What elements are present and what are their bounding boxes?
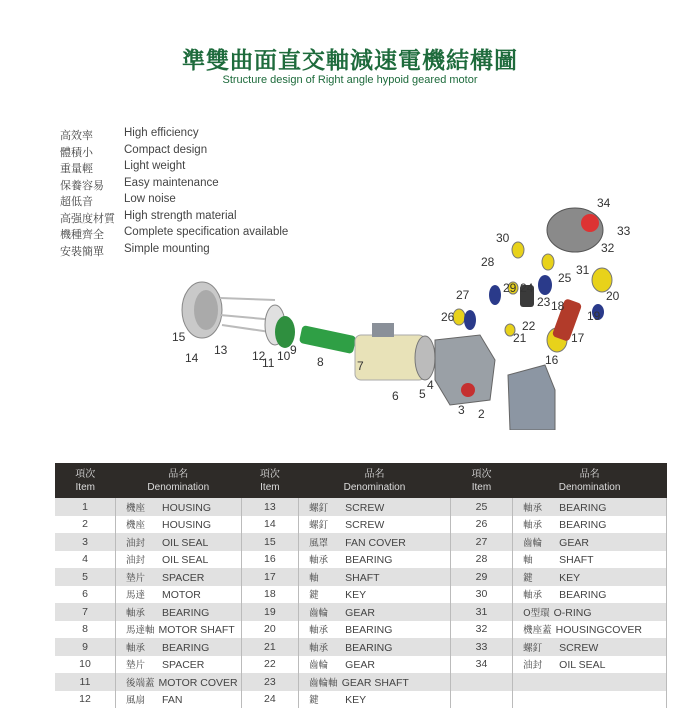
part-callout: 7 — [357, 359, 364, 373]
parts-table — [55, 463, 667, 708]
feature-zh: 高强度材質 — [60, 211, 115, 225]
item-number: 6 — [55, 586, 115, 604]
part-callout: 27 — [456, 288, 470, 302]
item-number: 34 — [450, 656, 512, 674]
part-name — [299, 586, 451, 604]
item-number: 7 — [55, 603, 115, 621]
feature-en: Compact design — [124, 143, 208, 156]
part-callout: 6 — [392, 389, 399, 403]
part-name — [513, 568, 667, 586]
part-name-en: BEARING — [345, 641, 393, 654]
fan-cover — [182, 282, 222, 338]
part-name-zh: 螺釘 — [309, 502, 329, 514]
feature-en: Low noise — [124, 193, 176, 205]
item-number: 32 — [450, 621, 512, 639]
part-name-zh: 後端蓋 — [125, 677, 155, 689]
item-number: 15 — [241, 533, 299, 551]
item-number: 11 — [55, 673, 115, 691]
feature-item — [60, 127, 288, 144]
part-name-zh: 軸承 — [523, 520, 543, 532]
item-number: 31 — [450, 603, 512, 621]
part-name-zh: 軸承 — [309, 555, 329, 567]
part-name — [115, 533, 241, 551]
part-callout: 16 — [545, 353, 559, 367]
feature-item — [60, 144, 288, 161]
part-name — [299, 568, 451, 586]
table-row — [55, 586, 667, 604]
part-callout: 31 — [576, 263, 590, 277]
item-number: 1 — [55, 498, 115, 516]
part-name-zh: 機座蓋 — [523, 625, 552, 637]
table-row — [55, 533, 667, 551]
part-name-en: GEAR SHAFT — [341, 676, 409, 689]
item-number: 26 — [450, 516, 512, 534]
part-name-en: BEARING — [559, 519, 607, 532]
denomination-header: 品名 Denomination — [513, 463, 667, 498]
part-name-zh: 風扇 — [125, 695, 145, 707]
part-callout: 3 — [458, 403, 465, 417]
gear-housing — [435, 335, 495, 405]
part-name-en: FAN COVER — [345, 536, 406, 549]
part-name-en: GEAR — [345, 659, 375, 672]
part-name-zh: 墊片 — [125, 660, 145, 672]
part-name-en: SCREW — [345, 519, 385, 532]
part-name-en: SPACER — [161, 571, 205, 584]
feature-en: High strength material — [124, 209, 237, 222]
item-number: 9 — [55, 638, 115, 656]
part-name-zh: 油封 — [523, 660, 543, 672]
part-name-en: SHAFT — [345, 571, 380, 584]
part-name-en: KEY — [345, 589, 367, 602]
part-name — [299, 638, 451, 656]
part-callout: 33 — [617, 224, 631, 238]
part-callout: 17 — [571, 331, 585, 345]
part-callout: 29 — [503, 281, 517, 295]
table-row — [55, 551, 667, 569]
part-name — [299, 691, 451, 709]
table-row — [55, 568, 667, 586]
part-name-en: HOUSINGCOVER — [555, 624, 643, 637]
part-callout: 24 — [520, 281, 534, 295]
table-row — [55, 603, 667, 621]
denomination-header: 品名 Denomination — [115, 463, 241, 498]
part-name-en: OIL SEAL — [161, 554, 209, 567]
page-title: 準雙曲面直交軸減速電機結構圖 — [182, 48, 518, 74]
part-callout: 8 — [317, 355, 324, 369]
item-number: 24 — [241, 691, 299, 709]
part-name-zh: 齒輪 — [309, 607, 329, 619]
part-name — [115, 603, 241, 621]
part-callout: 18 — [551, 299, 565, 313]
item-number: 14 — [241, 516, 299, 534]
part-name — [513, 533, 667, 551]
feature-en: Simple mounting — [124, 242, 210, 255]
part-name-zh: 鍵 — [523, 572, 533, 584]
part-name-zh: 油封 — [125, 537, 145, 549]
item-header: 項次 Item — [55, 463, 115, 498]
item-number: 5 — [55, 568, 115, 586]
part-name-en: KEY — [559, 571, 581, 584]
feature-zh: 安裝簡單 — [60, 244, 104, 258]
motor-cover — [265, 305, 295, 348]
table-row — [55, 621, 667, 639]
part-callout: 19 — [587, 309, 601, 323]
item-number: 3 — [55, 533, 115, 551]
item-number: 25 — [450, 498, 512, 516]
part-name-zh: 軸 — [309, 572, 319, 584]
feature-zh: 超低音 — [60, 195, 93, 208]
item-number — [450, 691, 512, 709]
part-callout: 13 — [214, 343, 228, 357]
part-name-en: O-RING — [553, 606, 592, 619]
item-number: 20 — [241, 621, 299, 639]
feature-en: Light weight — [124, 160, 186, 172]
table-row — [55, 691, 667, 709]
part-name-en: MOTOR — [161, 589, 201, 602]
feature-zh: 體積小 — [60, 145, 93, 159]
feature-en: High efficiency — [124, 127, 199, 139]
part-name — [115, 656, 241, 674]
part-callout: 4 — [427, 378, 434, 392]
part-name-en: BEARING — [161, 641, 210, 654]
table-row — [55, 498, 667, 516]
part-name — [513, 498, 667, 516]
item-number: 30 — [450, 586, 512, 604]
part-name-zh: 螺釘 — [523, 642, 543, 654]
part-name-en: BEARING — [559, 501, 607, 514]
part-name — [299, 621, 451, 639]
part-callout: 28 — [481, 255, 495, 269]
part-name-zh: 鍵 — [309, 590, 319, 602]
part-name — [115, 498, 241, 516]
part-name — [299, 656, 451, 674]
exploded-view-diagram — [150, 190, 650, 430]
feature-zh: 高效率 — [60, 129, 93, 142]
base-housing — [508, 365, 555, 430]
part-name — [115, 621, 241, 639]
part-callout: 14 — [185, 351, 199, 365]
feature-zh: 保養容易 — [60, 178, 104, 192]
part-callout: 10 — [277, 349, 291, 363]
item-number: 27 — [450, 533, 512, 551]
table-row — [55, 638, 667, 656]
part-name-en: SHAFT — [559, 554, 594, 567]
part-name-en: FAN — [161, 694, 183, 707]
part-name-zh: 油封 — [125, 555, 145, 567]
part-callout: 9 — [290, 343, 297, 357]
item-number: 19 — [241, 603, 299, 621]
part-callout: 32 — [601, 241, 615, 255]
part-name — [115, 568, 241, 586]
item-number: 4 — [55, 551, 115, 569]
part-name — [513, 656, 667, 674]
part-name-zh: 馬達軸 — [125, 625, 155, 637]
part-name-en: GEAR — [559, 536, 589, 549]
part-name — [115, 673, 241, 691]
denomination-header: 品名 Denomination — [299, 463, 451, 498]
feature-item — [60, 160, 288, 177]
part-name-en: BEARING — [161, 606, 210, 619]
item-number: 18 — [241, 586, 299, 604]
part-name — [115, 691, 241, 709]
part-callout: 22 — [522, 319, 536, 333]
part-name-en: MOTOR COVER — [158, 676, 238, 689]
part-name — [299, 498, 451, 516]
part-name — [115, 516, 241, 534]
part-name-zh: 螺釘 — [309, 520, 329, 532]
part-callout: 30 — [496, 231, 510, 245]
part-callout: 2 — [478, 407, 485, 421]
part-callout: 26 — [441, 310, 455, 324]
part-name-zh: 軸承 — [523, 590, 543, 602]
part-name — [513, 673, 667, 691]
part-name-zh: 機座 — [125, 520, 145, 532]
part-name — [513, 551, 667, 569]
part-name-zh: O型環 — [523, 607, 550, 619]
part-name-zh: 齒輪 — [309, 660, 329, 672]
table-row — [55, 656, 667, 674]
part-name-en: HOUSING — [161, 519, 211, 532]
feature-zh: 重量輕 — [60, 162, 93, 175]
item-number: 13 — [241, 498, 299, 516]
part-name-zh: 軸承 — [125, 607, 145, 619]
item-number: 16 — [241, 551, 299, 569]
part-name — [513, 586, 667, 604]
part-name — [299, 673, 451, 691]
item-number: 23 — [241, 673, 299, 691]
part-callout: 34 — [597, 196, 611, 210]
item-number: 21 — [241, 638, 299, 656]
part-callout: 11 — [262, 356, 275, 370]
part-name-zh: 軸承 — [309, 625, 329, 637]
part-name-zh: 齒輪 — [523, 537, 543, 549]
part-callout: 15 — [172, 330, 186, 344]
part-name — [299, 551, 451, 569]
feature-zh: 機種齊全 — [60, 228, 104, 241]
part-name-zh: 風罩 — [309, 537, 329, 549]
part-name-en: BEARING — [559, 589, 607, 602]
part-name-zh: 軸承 — [125, 642, 145, 654]
part-name-zh: 馬達 — [125, 590, 145, 602]
part-name-en: OIL SEAL — [161, 536, 209, 549]
part-name — [299, 603, 451, 621]
part-name-en: KEY — [345, 694, 367, 707]
part-name — [513, 603, 667, 621]
item-header: 項次 Item — [241, 463, 299, 498]
part-name — [115, 551, 241, 569]
motor-shaft — [299, 325, 357, 354]
feature-en: Easy maintenance — [124, 176, 219, 189]
table-row — [55, 516, 667, 534]
part-name-zh: 軸 — [523, 555, 533, 567]
part-name-zh: 機座 — [125, 502, 145, 514]
item-header: 項次 Item — [450, 463, 512, 498]
item-number: 12 — [55, 691, 115, 709]
part-name-en: SPACER — [161, 659, 205, 672]
item-number: 33 — [450, 638, 512, 656]
part-name — [513, 638, 667, 656]
item-number — [450, 673, 512, 691]
item-number: 2 — [55, 516, 115, 534]
part-name — [299, 533, 451, 551]
item-number: 22 — [241, 656, 299, 674]
part-name-zh: 軸承 — [309, 642, 329, 654]
part-name-en: MOTOR SHAFT — [158, 624, 235, 637]
part-callout: 5 — [419, 387, 426, 401]
motor — [355, 323, 435, 380]
part-callout: 21 — [513, 331, 527, 345]
item-number: 10 — [55, 656, 115, 674]
table-row — [55, 673, 667, 691]
part-name — [513, 691, 667, 709]
part-name-en: GEAR — [345, 606, 375, 619]
part-name-en: BEARING — [345, 554, 393, 567]
part-name-zh: 齒輪軸 — [309, 677, 338, 689]
part-name-zh: 軸承 — [523, 502, 543, 514]
part-name-zh: 墊片 — [125, 572, 145, 584]
part-name-en: SCREW — [345, 501, 385, 514]
part-callout: 20 — [606, 289, 620, 303]
part-callout: 23 — [537, 295, 551, 309]
part-name-zh: 鍵 — [309, 695, 319, 707]
part-name-en: OIL SEAL — [559, 659, 606, 672]
part-name — [115, 586, 241, 604]
feature-en: Complete specification available — [124, 226, 289, 238]
page-subtitle: Structure design of Right angle hypoid geared motor — [222, 74, 478, 86]
part-name-en: SCREW — [559, 641, 599, 654]
part-name — [115, 638, 241, 656]
item-number: 8 — [55, 621, 115, 639]
item-number: 28 — [450, 551, 512, 569]
item-number: 29 — [450, 568, 512, 586]
part-name-en: BEARING — [345, 624, 393, 637]
part-name — [513, 621, 667, 639]
part-callout: 12 — [252, 349, 266, 363]
part-name — [299, 516, 451, 534]
part-callout: 25 — [558, 271, 572, 285]
item-number: 17 — [241, 568, 299, 586]
part-name — [513, 516, 667, 534]
housing-cover — [547, 208, 603, 252]
part-name-en: HOUSING — [161, 501, 211, 514]
